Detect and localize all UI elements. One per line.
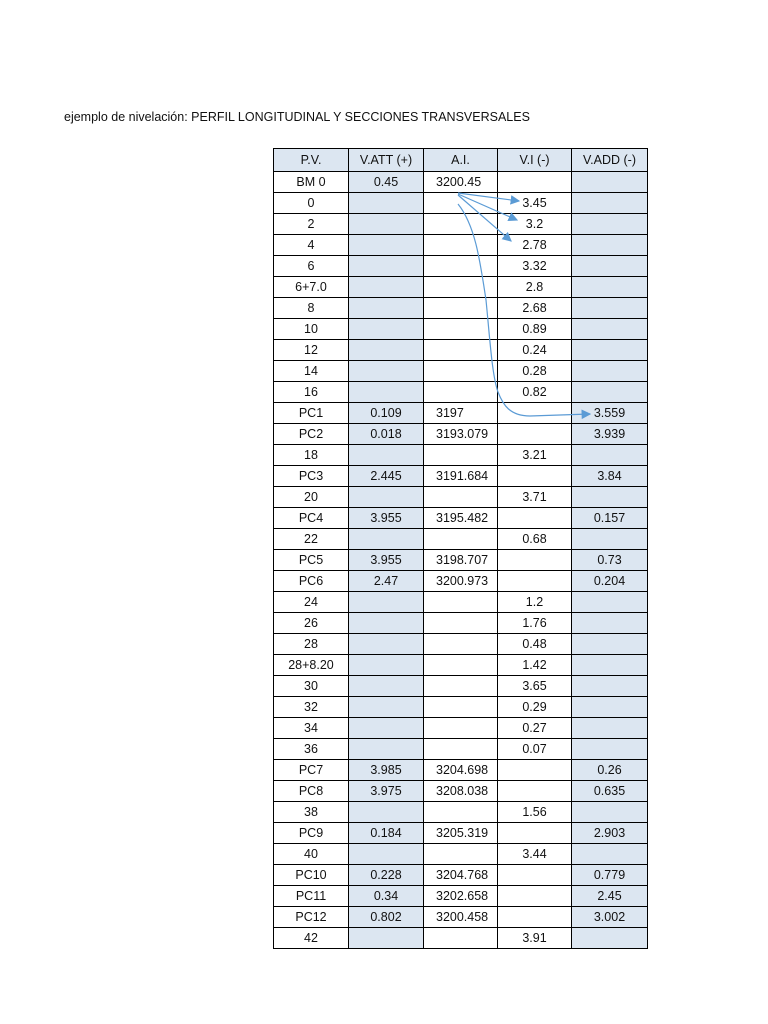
- table-row: [274, 298, 648, 319]
- table-row: [274, 613, 648, 634]
- cell-vadd: [572, 277, 648, 298]
- cell-vadd: 0.204: [572, 571, 648, 592]
- cell-vadd: [572, 361, 648, 382]
- table-row: [274, 781, 648, 802]
- page-title: ejemplo de nivelación: PERFIL LONGITUDINAL Y SECCIONES TRANSVERSALES: [64, 110, 530, 124]
- cell-vadd: 2.45: [572, 886, 648, 907]
- cell-ai: [424, 382, 498, 403]
- cell-vadd: 3.559: [572, 403, 648, 424]
- cell-vadd: 3.939: [572, 424, 648, 445]
- cell-ai: 3204.768: [424, 865, 498, 886]
- cell-vadd: 3.84: [572, 466, 648, 487]
- cell-pv: 34: [274, 718, 349, 739]
- cell-ai: [424, 613, 498, 634]
- table-row: [274, 424, 648, 445]
- cell-vi: 0.07: [498, 739, 572, 760]
- cell-vatt: [349, 298, 424, 319]
- cell-vadd: [572, 655, 648, 676]
- cell-ai: [424, 340, 498, 361]
- table-row: [274, 760, 648, 781]
- cell-vadd: [572, 172, 648, 193]
- cell-vatt: [349, 844, 424, 865]
- cell-vatt: [349, 487, 424, 508]
- cell-ai: 3202.658: [424, 886, 498, 907]
- cell-pv: 6+7.0: [274, 277, 349, 298]
- cell-vi: 3.21: [498, 445, 572, 466]
- cell-ai: [424, 634, 498, 655]
- cell-ai: [424, 739, 498, 760]
- cell-ai: [424, 319, 498, 340]
- cell-vi: 2.78: [498, 235, 572, 256]
- cell-vi: [498, 760, 572, 781]
- cell-ai: [424, 361, 498, 382]
- cell-vatt: 3.955: [349, 550, 424, 571]
- cell-vatt: 0.018: [349, 424, 424, 445]
- cell-vatt: [349, 718, 424, 739]
- cell-vi: 3.71: [498, 487, 572, 508]
- column-header-vi: V.I (-): [498, 149, 572, 172]
- cell-vatt: [349, 655, 424, 676]
- cell-vi: [498, 424, 572, 445]
- table-row: [274, 466, 648, 487]
- cell-vadd: [572, 697, 648, 718]
- table-row: [274, 571, 648, 592]
- cell-pv: 32: [274, 697, 349, 718]
- column-header-vatt: V.ATT (+): [349, 149, 424, 172]
- table-row: [274, 823, 648, 844]
- cell-vadd: [572, 634, 648, 655]
- cell-vadd: [572, 319, 648, 340]
- cell-pv: 40: [274, 844, 349, 865]
- cell-vi: [498, 571, 572, 592]
- cell-vatt: [349, 235, 424, 256]
- cell-pv: 28: [274, 634, 349, 655]
- cell-vatt: 3.955: [349, 508, 424, 529]
- cell-vadd: [572, 214, 648, 235]
- cell-vadd: [572, 613, 648, 634]
- table-row: [274, 445, 648, 466]
- cell-vadd: [572, 235, 648, 256]
- cell-vadd: 0.26: [572, 760, 648, 781]
- cell-vatt: [349, 214, 424, 235]
- cell-vatt: [349, 676, 424, 697]
- table-row: [274, 802, 648, 823]
- table-row: [274, 256, 648, 277]
- table-row: [274, 214, 648, 235]
- cell-vadd: [572, 298, 648, 319]
- cell-vi: 2.8: [498, 277, 572, 298]
- cell-ai: [424, 256, 498, 277]
- cell-vi: 3.32: [498, 256, 572, 277]
- cell-vadd: [572, 802, 648, 823]
- cell-pv: BM 0: [274, 172, 349, 193]
- cell-vatt: 0.184: [349, 823, 424, 844]
- cell-pv: PC9: [274, 823, 349, 844]
- cell-vatt: [349, 361, 424, 382]
- table-row: [274, 550, 648, 571]
- cell-vi: 1.42: [498, 655, 572, 676]
- table-row: [274, 739, 648, 760]
- cell-vatt: [349, 802, 424, 823]
- cell-pv: PC3: [274, 466, 349, 487]
- table-row: [274, 928, 648, 949]
- table-row: [274, 634, 648, 655]
- table-row: [274, 697, 648, 718]
- cell-pv: PC6: [274, 571, 349, 592]
- cell-ai: [424, 445, 498, 466]
- cell-vadd: 2.903: [572, 823, 648, 844]
- cell-vatt: 0.45: [349, 172, 424, 193]
- cell-vatt: [349, 928, 424, 949]
- cell-vatt: [349, 613, 424, 634]
- cell-vatt: 2.445: [349, 466, 424, 487]
- cell-vadd: [572, 382, 648, 403]
- cell-ai: [424, 487, 498, 508]
- cell-vatt: [349, 445, 424, 466]
- cell-vi: 0.89: [498, 319, 572, 340]
- cell-pv: PC11: [274, 886, 349, 907]
- cell-ai: 3197: [424, 403, 498, 424]
- cell-pv: 12: [274, 340, 349, 361]
- table-row: [274, 676, 648, 697]
- cell-vi: [498, 865, 572, 886]
- column-header-vadd: V.ADD (-): [572, 149, 648, 172]
- cell-ai: 3198.707: [424, 550, 498, 571]
- cell-vatt: [349, 697, 424, 718]
- cell-vi: [498, 403, 572, 424]
- table-row: [274, 193, 648, 214]
- cell-ai: [424, 592, 498, 613]
- cell-pv: PC1: [274, 403, 349, 424]
- table-row: [274, 340, 648, 361]
- cell-vi: 3.45: [498, 193, 572, 214]
- cell-vatt: 0.34: [349, 886, 424, 907]
- table-row: [274, 277, 648, 298]
- cell-vi: [498, 907, 572, 928]
- cell-vi: 0.82: [498, 382, 572, 403]
- cell-ai: [424, 214, 498, 235]
- cell-vadd: [572, 844, 648, 865]
- cell-ai: 3208.038: [424, 781, 498, 802]
- cell-vatt: 0.228: [349, 865, 424, 886]
- cell-pv: 20: [274, 487, 349, 508]
- cell-vadd: 3.002: [572, 907, 648, 928]
- cell-pv: 30: [274, 676, 349, 697]
- cell-ai: 3195.482: [424, 508, 498, 529]
- cell-pv: 28+8.20: [274, 655, 349, 676]
- cell-vatt: [349, 340, 424, 361]
- cell-vatt: [349, 193, 424, 214]
- cell-pv: 14: [274, 361, 349, 382]
- leveling-table: [273, 148, 648, 949]
- cell-vadd: [572, 529, 648, 550]
- cell-vatt: 3.985: [349, 760, 424, 781]
- cell-vadd: [572, 739, 648, 760]
- cell-ai: [424, 928, 498, 949]
- table-header-row: [274, 149, 648, 172]
- table-row: [274, 403, 648, 424]
- table-row: [274, 865, 648, 886]
- cell-vatt: [349, 529, 424, 550]
- cell-pv: PC10: [274, 865, 349, 886]
- cell-pv: 6: [274, 256, 349, 277]
- cell-pv: 18: [274, 445, 349, 466]
- cell-pv: 2: [274, 214, 349, 235]
- cell-pv: PC8: [274, 781, 349, 802]
- cell-vadd: [572, 676, 648, 697]
- cell-vi: 1.2: [498, 592, 572, 613]
- cell-vi: 3.91: [498, 928, 572, 949]
- cell-pv: 36: [274, 739, 349, 760]
- column-header-pv: P.V.: [274, 149, 349, 172]
- cell-pv: PC7: [274, 760, 349, 781]
- table-row: [274, 172, 648, 193]
- cell-vatt: [349, 634, 424, 655]
- table-row: [274, 508, 648, 529]
- table-row: [274, 907, 648, 928]
- cell-pv: 4: [274, 235, 349, 256]
- cell-vadd: [572, 487, 648, 508]
- table-row: [274, 235, 648, 256]
- cell-ai: 3205.319: [424, 823, 498, 844]
- cell-pv: PC2: [274, 424, 349, 445]
- cell-ai: [424, 718, 498, 739]
- cell-ai: 3204.698: [424, 760, 498, 781]
- table-row: [274, 529, 648, 550]
- cell-vi: 3.2: [498, 214, 572, 235]
- cell-vadd: 0.779: [572, 865, 648, 886]
- cell-pv: 42: [274, 928, 349, 949]
- cell-vadd: [572, 256, 648, 277]
- cell-vi: 0.27: [498, 718, 572, 739]
- cell-vi: 0.24: [498, 340, 572, 361]
- cell-vi: 0.68: [498, 529, 572, 550]
- cell-ai: 3200.45: [424, 172, 498, 193]
- cell-ai: 3200.973: [424, 571, 498, 592]
- cell-vi: [498, 781, 572, 802]
- cell-ai: [424, 235, 498, 256]
- cell-pv: PC5: [274, 550, 349, 571]
- cell-vadd: 0.73: [572, 550, 648, 571]
- table-row: [274, 382, 648, 403]
- cell-ai: [424, 844, 498, 865]
- cell-pv: 8: [274, 298, 349, 319]
- cell-pv: PC4: [274, 508, 349, 529]
- cell-vi: 0.48: [498, 634, 572, 655]
- cell-vadd: 0.157: [572, 508, 648, 529]
- cell-vi: 3.44: [498, 844, 572, 865]
- cell-vi: 0.29: [498, 697, 572, 718]
- cell-vadd: [572, 928, 648, 949]
- cell-vatt: 0.802: [349, 907, 424, 928]
- cell-ai: [424, 655, 498, 676]
- cell-ai: [424, 697, 498, 718]
- table-row: [274, 487, 648, 508]
- cell-vadd: [572, 193, 648, 214]
- table-row: [274, 592, 648, 613]
- cell-vi: 1.76: [498, 613, 572, 634]
- cell-pv: 10: [274, 319, 349, 340]
- cell-vi: [498, 550, 572, 571]
- cell-pv: 26: [274, 613, 349, 634]
- cell-ai: [424, 802, 498, 823]
- table-row: [274, 718, 648, 739]
- cell-vatt: [349, 382, 424, 403]
- cell-ai: [424, 277, 498, 298]
- cell-vi: 1.56: [498, 802, 572, 823]
- cell-ai: [424, 298, 498, 319]
- cell-ai: [424, 676, 498, 697]
- cell-vatt: [349, 256, 424, 277]
- cell-vi: [498, 886, 572, 907]
- cell-pv: 38: [274, 802, 349, 823]
- cell-vatt: 0.109: [349, 403, 424, 424]
- column-header-ai: A.I.: [424, 149, 498, 172]
- cell-pv: 24: [274, 592, 349, 613]
- cell-ai: [424, 193, 498, 214]
- table-row: [274, 361, 648, 382]
- cell-pv: 0: [274, 193, 349, 214]
- cell-vatt: [349, 319, 424, 340]
- cell-vatt: [349, 592, 424, 613]
- cell-vi: [498, 823, 572, 844]
- table-row: [274, 886, 648, 907]
- cell-vi: 3.65: [498, 676, 572, 697]
- cell-pv: 22: [274, 529, 349, 550]
- cell-pv: PC12: [274, 907, 349, 928]
- cell-vi: [498, 508, 572, 529]
- cell-vadd: [572, 340, 648, 361]
- cell-pv: 16: [274, 382, 349, 403]
- table-row: [274, 655, 648, 676]
- cell-ai: [424, 529, 498, 550]
- cell-vatt: [349, 739, 424, 760]
- cell-ai: 3193.079: [424, 424, 498, 445]
- cell-vadd: [572, 592, 648, 613]
- cell-vatt: [349, 277, 424, 298]
- cell-vatt: 3.975: [349, 781, 424, 802]
- cell-ai: 3200.458: [424, 907, 498, 928]
- cell-vadd: 0.635: [572, 781, 648, 802]
- cell-vi: [498, 172, 572, 193]
- cell-vatt: 2.47: [349, 571, 424, 592]
- cell-vi: 0.28: [498, 361, 572, 382]
- table-row: [274, 319, 648, 340]
- table-row: [274, 844, 648, 865]
- cell-vi: [498, 466, 572, 487]
- cell-vadd: [572, 445, 648, 466]
- cell-ai: 3191.684: [424, 466, 498, 487]
- cell-vadd: [572, 718, 648, 739]
- cell-vi: 2.68: [498, 298, 572, 319]
